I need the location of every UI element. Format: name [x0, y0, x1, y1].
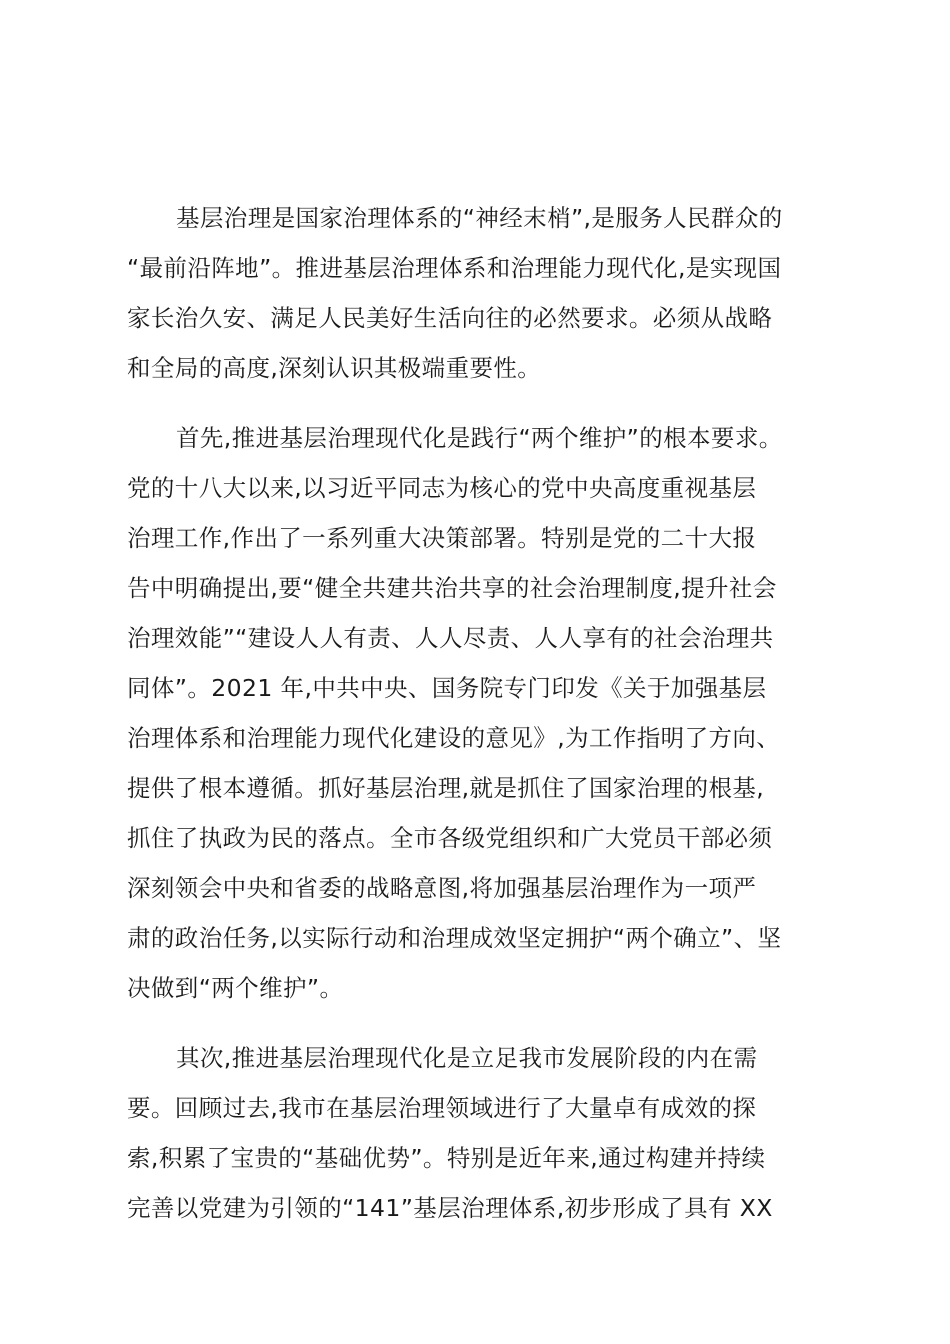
text-line: 家长治久安、满足人民美好生活向往的必然要求。必须从战略: [127, 304, 773, 332]
paragraph-spacer: [127, 393, 827, 413]
text-line: 肃的政治任务,以实际行动和治理成效坚定拥护“两个确立”、坚: [127, 924, 782, 952]
text-line: 告中明确提出,要“健全共建共治共享的社会治理制度,提升社会: [127, 574, 777, 602]
text-line: 完善以党建为引领的“141”基层治理体系,初步形成了具有 XX: [127, 1194, 773, 1222]
text-line: 党的十八大以来,以习近平同志为核心的党中央高度重视基层: [127, 474, 757, 502]
text-line: 抓住了执政为民的落点。全市各级党组织和广大党员干部必须: [127, 824, 773, 852]
text-line: 索,积累了宝贵的“基础优势”。特别是近年来,通过构建并持续: [127, 1144, 766, 1172]
text-line: 基层治理是国家治理体系的“神经末梢”,是服务人民群众的: [176, 204, 783, 232]
text-line: 决做到“两个维护”。: [127, 974, 344, 1002]
paragraph-spacer: [127, 1013, 827, 1033]
document-body: [127, 193, 827, 1233]
text-line: 和全局的高度,深刻认识其极端重要性。: [127, 354, 542, 382]
paragraph-intro: [127, 193, 827, 393]
paragraph-second: [127, 1033, 827, 1233]
text-line: 同体”。2021 年,中共中央、国务院专门印发《关于加强基层: [127, 674, 767, 702]
text-line: 治理效能”“建设人人有责、人人尽责、人人享有的社会治理共: [127, 624, 774, 652]
text-line: 深刻领会中央和省委的战略意图,将加强基层治理作为一项严: [127, 874, 757, 902]
text-line: 其次,推进基层治理现代化是立足我市发展阶段的内在需: [176, 1044, 758, 1072]
text-line: 要。回顾过去,我市在基层治理领域进行了大量卓有成效的探: [127, 1094, 757, 1122]
paragraph-first: [127, 413, 827, 1013]
text-line: 治理体系和治理能力现代化建设的意见》,为工作指明了方向、: [127, 724, 781, 752]
text-line: 提供了根本遵循。抓好基层治理,就是抓住了国家治理的根基,: [127, 774, 765, 802]
text-line: “最前沿阵地”。推进基层治理体系和治理能力现代化,是实现国: [127, 254, 782, 282]
text-line: 治理工作,作出了一系列重大决策部署。特别是党的二十大报: [127, 524, 757, 552]
text-line: 首先,推进基层治理现代化是践行“两个维护”的根本要求。: [176, 424, 783, 452]
